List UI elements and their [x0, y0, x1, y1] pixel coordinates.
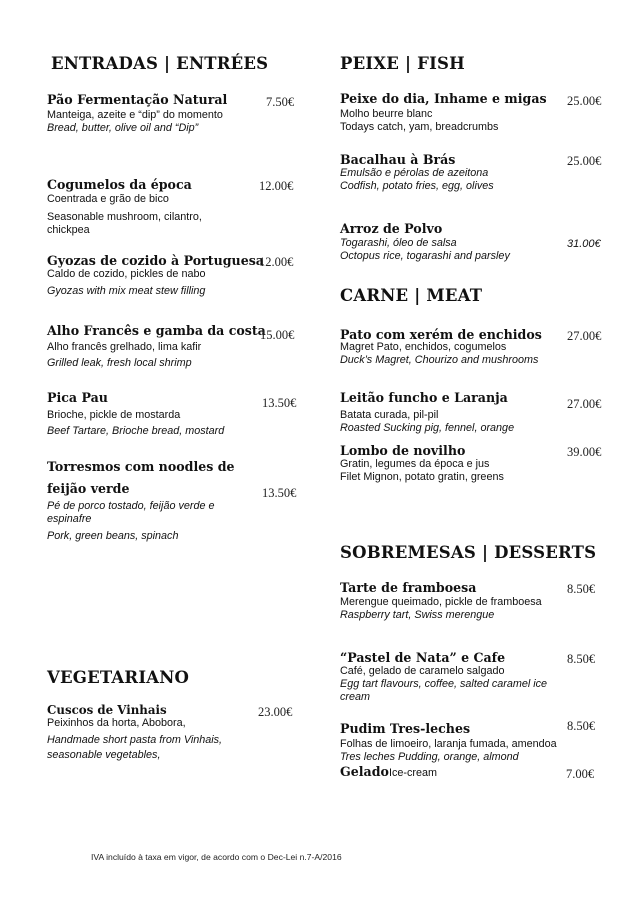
item-desc-en: Gyozas with mix meat stew filling	[47, 285, 206, 297]
item-name: feijão verde	[47, 481, 130, 496]
section-title-carne: CARNE | MEAT	[340, 286, 483, 305]
item-name: “Pastel de Nata” e Cafe	[340, 650, 506, 665]
item-desc: Emulsão e pérolas de azeitona	[340, 167, 489, 179]
item-desc-en: Raspberry tart, Swiss merengue	[340, 609, 495, 621]
item-price: 25.00€	[567, 94, 602, 108]
item-desc-en: Egg tart flavours, coffee, salted caramel ice cream	[340, 678, 548, 703]
item-name: Arroz de Polvo	[340, 221, 443, 236]
item-desc: Brioche, pickle de mostarda	[47, 409, 181, 421]
item-name: Gelado	[340, 764, 389, 779]
item-price: 13.50€	[262, 486, 297, 500]
item-name: Pudim Tres-leches	[340, 721, 471, 736]
item-price: 7.50€	[266, 95, 295, 109]
item-price: 7.00€	[566, 767, 595, 781]
item-desc-en: Seasonable mushroom, cilantro, chickpea	[47, 211, 202, 236]
item-desc-en: Octopus rice, togarashi and parsley	[340, 250, 510, 262]
item-name: Lombo de novilho	[340, 443, 466, 458]
item-desc: Manteiga, azeite e “dip” do momento	[47, 109, 223, 121]
item-desc: Caldo de cozido, pickles de nabo	[47, 268, 206, 280]
item-price: 8.50€	[567, 719, 596, 733]
item-desc: Gratin, legumes da época e jus	[340, 458, 490, 470]
item-name: Peixe do dia, Inhame e migas	[340, 91, 547, 106]
item-name: Leitão funcho e Laranja	[340, 390, 508, 405]
item-desc-en: Handmade short pasta from Vinhais, seasonable vegetables,	[47, 734, 223, 761]
item-desc-en: Tres leches Pudding, orange, almond	[340, 751, 519, 763]
item-desc: Molho beurre blanc	[340, 108, 433, 120]
section-title-entradas: ENTRADAS | ENTRÉES	[51, 54, 269, 73]
item-name: Torresmos com noodles de	[47, 459, 235, 474]
item-name: Tarte de framboesa	[340, 580, 477, 595]
item-desc: Batata curada, pil-pil	[340, 409, 439, 421]
item-desc-en: Beef Tartare, Brioche bread, mostard	[47, 425, 225, 437]
item-desc-en: Codfish, potato fries, egg, olives	[340, 180, 494, 192]
item-name: Gyozas de cozido à Portuguesa	[47, 253, 264, 268]
item-desc: Folhas de limoeiro, laranja fumada, amendoa	[340, 738, 557, 750]
item-price: 39.00€	[567, 445, 602, 459]
item-price: 27.00€	[567, 329, 602, 343]
item-price: 13.50€	[262, 396, 297, 410]
item-name: Pica Pau	[47, 390, 108, 405]
item-desc: Alho francês grelhado, lima kafir	[47, 341, 202, 353]
section-title-vegetariano: VEGETARIANO	[47, 668, 190, 687]
item-desc: Magret Pato, enchidos, cogumelos	[340, 341, 507, 353]
item-price: 12.00€	[259, 255, 294, 269]
item-name: Alho Francês e gamba da costa	[47, 323, 266, 338]
item-name: Cuscos de Vinhais	[47, 703, 167, 717]
item-desc-en: Grilled leak, fresh local shrimp	[47, 357, 192, 369]
item-desc: Merengue queimado, pickle de framboesa	[340, 596, 542, 608]
item-desc: Coentrada e grão de bico	[47, 193, 169, 205]
item-desc-en: Duck’s Magret, Chourizo and mushrooms	[340, 354, 539, 366]
item-name: Cogumelos da época	[47, 177, 192, 192]
item-price: 12.00€	[259, 179, 294, 193]
section-title-peixe: PEIXE | FISH	[340, 54, 465, 73]
item-price: 15.00€	[260, 328, 295, 342]
item-name: Bacalhau à Brás	[340, 152, 456, 167]
item-desc-en: Pork, green beans, spinach	[47, 530, 179, 542]
item-desc-en: Bread, butter, olive oil and “Dip”	[47, 122, 199, 134]
item-price: 31.00€	[567, 238, 601, 250]
item-price: 23.00€	[258, 705, 293, 719]
item-desc-en: Filet Mignon, potato gratin, greens	[340, 471, 504, 483]
item-desc-en: Todays catch, yam, breadcrumbs	[340, 121, 499, 133]
tax-notice: IVA incluído à taxa em vigor, de acordo com o Dec-Lei n.7-A/2016	[91, 852, 342, 862]
item-name: Pão Fermentação Natural	[47, 92, 228, 107]
item-price: 8.50€	[567, 652, 596, 666]
item-desc-en: Roasted Sucking pig, fennel, orange	[340, 422, 515, 434]
section-title-sobremesas: SOBREMESAS | DESSERTS	[340, 543, 597, 562]
item-desc: Café, gelado de caramelo salgado	[340, 665, 505, 677]
item-desc: Ice-cream	[389, 767, 437, 779]
item-price: 25.00€	[567, 154, 602, 168]
item-desc: Peixinhos da horta, Abobora,	[47, 717, 186, 729]
item-price: 8.50€	[567, 582, 596, 596]
item-desc: Pé de porco tostado, feijão verde e espinafre	[47, 500, 215, 525]
item-price: 27.00€	[567, 397, 602, 411]
item-name: Pato com xerém de enchidos	[340, 327, 542, 342]
item-desc: Togarashi, óleo de salsa	[340, 237, 457, 249]
